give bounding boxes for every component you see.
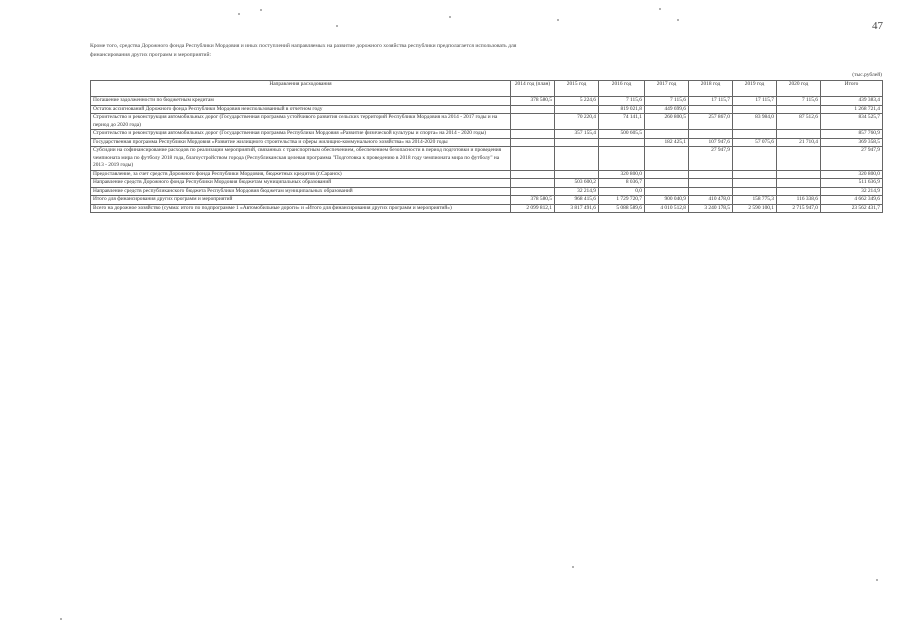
row-value-cell: 968 415,6 [555, 196, 599, 205]
row-value-cell: 378 580,5 [511, 97, 555, 106]
row-value-cell [511, 138, 555, 147]
header-2015: 2015 год [555, 81, 599, 97]
row-total-cell: 23 562 431,7 [821, 204, 883, 213]
scan-speck [659, 8, 661, 10]
units-label: (тыс.рублей) [852, 72, 882, 78]
row-value-cell [689, 130, 733, 139]
row-total-cell: 369 358,5 [821, 138, 883, 147]
row-value-cell [645, 187, 689, 196]
table-row [91, 130, 883, 139]
scan-speck [677, 19, 679, 21]
row-value-cell [511, 179, 555, 188]
row-value-cell [645, 170, 689, 179]
scan-speck [238, 13, 240, 15]
row-value-cell [777, 105, 821, 114]
row-value-cell: 3 817 491,6 [555, 204, 599, 213]
intro-paragraph: Кроме того, средства Дорожного фонда Республики Мордовия и иных поступлений направляемых на развитие дорожного хозяйства республики предполагается использовать для финансирования других программ и мероприятий: [90, 43, 517, 58]
row-value-cell: 2 590 100,1 [733, 204, 777, 213]
row-value-cell: 7 115,6 [599, 97, 645, 106]
row-value-cell: 17 115,7 [733, 97, 777, 106]
row-total-cell: 32 214,9 [821, 187, 883, 196]
row-value-cell [555, 105, 599, 114]
row-value-cell [599, 147, 645, 171]
row-value-cell: 5 224,6 [555, 97, 599, 106]
row-value-cell: 87 512,6 [777, 114, 821, 130]
row-value-cell [733, 105, 777, 114]
table-row [91, 187, 883, 196]
row-value-cell: 2 715 947,0 [777, 204, 821, 213]
row-value-cell [555, 170, 599, 179]
row-value-cell: 0,0 [599, 187, 645, 196]
row-total-cell: 834 525,7 [821, 114, 883, 130]
row-value-cell: 449 699,6 [645, 105, 689, 114]
row-direction-name: Направление средств республиканского бюджета Республики Мордовия бюджетам муниципальных образований [91, 187, 511, 196]
row-value-cell: 27 947,9 [689, 147, 733, 171]
row-value-cell: 2 099 812,1 [511, 204, 555, 213]
row-value-cell [645, 147, 689, 171]
row-direction-name: Строительство и реконструкция автомобильных дорог (Государственная программа устойчивого развития сельских территорий Республики Мордовия на 2014 - 2017 годы и на период до 2020 года) [91, 114, 511, 130]
scan-speck [572, 566, 574, 568]
row-direction-name: Итого для финансирования других программ и мероприятий [91, 196, 511, 205]
row-total-cell: 511 636,9 [821, 179, 883, 188]
table-row [91, 105, 883, 114]
row-value-cell [689, 187, 733, 196]
row-value-cell: 182 425,1 [645, 138, 689, 147]
scan-speck [876, 579, 878, 581]
scan-speck [336, 25, 338, 27]
row-value-cell [733, 147, 777, 171]
row-value-cell: 57 075,6 [733, 138, 777, 147]
page-number: 47 [872, 20, 883, 32]
row-value-cell: 5 088 589,6 [599, 204, 645, 213]
table-row [91, 97, 883, 106]
table-row [91, 114, 883, 130]
scan-speck [557, 19, 559, 21]
row-value-cell: 900 040,9 [645, 196, 689, 205]
header-2020: 2020 год [777, 81, 821, 97]
row-value-cell: 500 605,5 [599, 130, 645, 139]
row-total-cell: 1 268 721,4 [821, 105, 883, 114]
row-value-cell [645, 130, 689, 139]
row-value-cell [555, 138, 599, 147]
table-body [91, 97, 883, 213]
scan-speck [449, 16, 451, 18]
row-direction-name: Погашение задолженности по бюджетным кредитам [91, 97, 511, 106]
table-row [91, 204, 883, 213]
row-value-cell [645, 179, 689, 188]
header-2014: 2014 год (план) [511, 81, 555, 97]
row-direction-name: Остаток ассигнований Дорожного фонда Республики Мордовия неиспользованный в отчетном году [91, 105, 511, 114]
row-value-cell [511, 187, 555, 196]
table-header-row [91, 81, 883, 97]
row-value-cell [511, 170, 555, 179]
row-value-cell [733, 179, 777, 188]
row-value-cell: 8 036,7 [599, 179, 645, 188]
row-value-cell [511, 105, 555, 114]
table-row [91, 196, 883, 205]
row-value-cell: 7 115,6 [645, 97, 689, 106]
expenditure-table [90, 80, 883, 213]
row-total-cell: 4 662 349,6 [821, 196, 883, 205]
row-value-cell [555, 147, 599, 171]
row-direction-name: Предоставление, за счет средств Дорожного фонда Республики Мордовия, бюджетных кредитов (г.Саранск) [91, 170, 511, 179]
header-2016: 2016 год [599, 81, 645, 97]
row-value-cell: 378 580,5 [511, 196, 555, 205]
row-value-cell: 32 214,9 [555, 187, 599, 196]
row-value-cell: 116 338,6 [777, 196, 821, 205]
row-value-cell: 21 710,4 [777, 138, 821, 147]
row-value-cell: 257 867,0 [689, 114, 733, 130]
row-value-cell: 410 478,0 [689, 196, 733, 205]
header-directions: Направления расходования [91, 81, 511, 97]
row-value-cell [689, 170, 733, 179]
row-value-cell [733, 187, 777, 196]
row-value-cell: 260 800,5 [645, 114, 689, 130]
row-value-cell [733, 130, 777, 139]
row-value-cell [777, 179, 821, 188]
row-direction-name: Строительство и реконструкция автомобильных дорог (Государственная программа Республики Мордовия «Развитие физической культуры и спорта» на 2014 - 2020 годы) [91, 130, 511, 139]
row-value-cell: 74 141,1 [599, 114, 645, 130]
row-value-cell [733, 170, 777, 179]
row-total-cell: 320 800,0 [821, 170, 883, 179]
scan-speck [260, 9, 262, 11]
row-value-cell: 83 984,0 [733, 114, 777, 130]
row-value-cell: 4 010 512,8 [645, 204, 689, 213]
row-direction-name: Всего на дорожное хозяйство (сумма: итого по подпрограмме 1 «Автомобильные дороги» и «Итого для финансирования других программ и мероприятий») [91, 204, 511, 213]
row-total-cell: 439 383,4 [821, 97, 883, 106]
table-row [91, 147, 883, 171]
row-value-cell: 819 021,8 [599, 105, 645, 114]
row-value-cell: 70 220,4 [555, 114, 599, 130]
row-value-cell: 320 800,0 [599, 170, 645, 179]
row-total-cell: 27 947,9 [821, 147, 883, 171]
scan-speck [60, 618, 62, 620]
row-value-cell: 3 240 178,5 [689, 204, 733, 213]
row-direction-name: Государственная программа Республики Мордовия «Развитие жилищного строительства и сферы жилищно-коммунального хозяйства» на 2014-2020 годы [91, 138, 511, 147]
table-row [91, 179, 883, 188]
row-value-cell: 1 729 720,7 [599, 196, 645, 205]
row-value-cell [777, 187, 821, 196]
row-value-cell [689, 105, 733, 114]
row-value-cell [511, 130, 555, 139]
row-value-cell: 17 115,7 [689, 97, 733, 106]
header-2017: 2017 год [645, 81, 689, 97]
row-direction-name: Субсидии на софинансирование расходов по реализации мероприятий, связанных с транспортным обеспечением, обеспечением безопасности в период подготовки и проведения чемпионата мира по футболу 2018 года, благоустройством города (Республиканская целевая программа "Подготовка к проведению в 2018 году чемпионата мира по футболу" на 2013 - 2019 годы) [91, 147, 511, 171]
row-value-cell [777, 130, 821, 139]
row-value-cell [511, 114, 555, 130]
row-total-cell: 857 760,9 [821, 130, 883, 139]
row-value-cell [777, 170, 821, 179]
header-2019: 2019 год [733, 81, 777, 97]
row-value-cell [511, 147, 555, 171]
table-row [91, 138, 883, 147]
header-2018: 2018 год [689, 81, 733, 97]
row-value-cell: 7 115,6 [777, 97, 821, 106]
row-value-cell [777, 147, 821, 171]
row-direction-name: Направление средств Дорожного фонда Республики Мордовия бюджетам муниципальных образований [91, 179, 511, 188]
row-value-cell: 503 600,2 [555, 179, 599, 188]
row-value-cell: 158 775,3 [733, 196, 777, 205]
row-value-cell [689, 179, 733, 188]
row-value-cell [599, 138, 645, 147]
header-total: Итого [821, 81, 883, 97]
table-row [91, 170, 883, 179]
row-value-cell: 357 155,4 [555, 130, 599, 139]
row-value-cell: 107 947,6 [689, 138, 733, 147]
